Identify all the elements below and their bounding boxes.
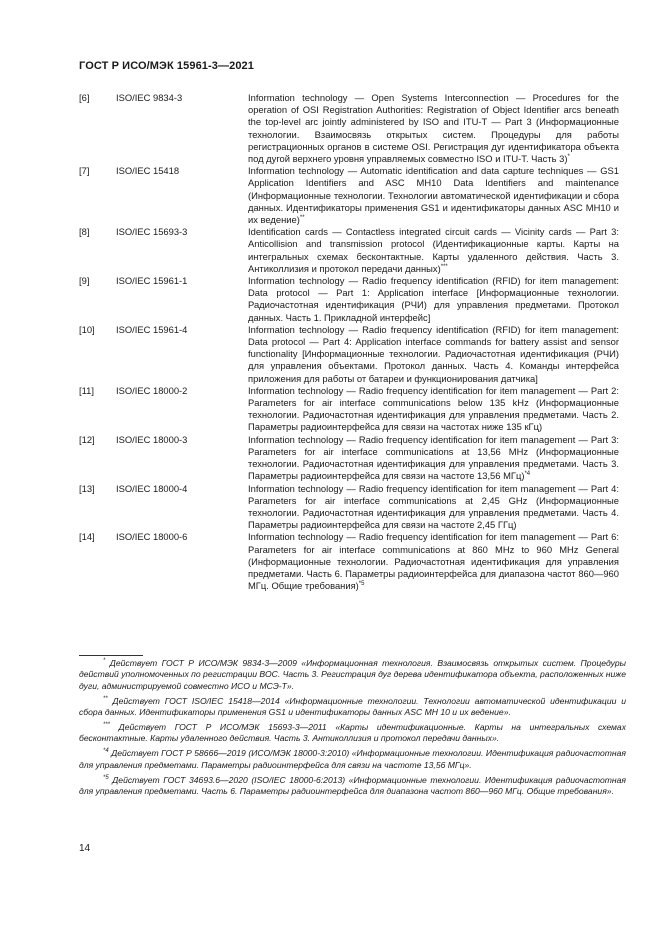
- bibliography-entry: [79, 434, 619, 483]
- entry-standard: ISO/IEC 18000-2: [116, 384, 188, 396]
- entry-number: [9]: [79, 275, 90, 287]
- entry-standard: ISO/IEC 15418: [116, 165, 180, 177]
- footnote-mark: *5: [103, 774, 109, 781]
- entry-number: [10]: [79, 323, 95, 335]
- footnote-separator: [79, 655, 143, 656]
- entry-title: [248, 275, 619, 324]
- entry-text: Information technology — Open Systems Interconnection — Procedures for the operation of OSI Registration Authorities: Registration of Object Identifier arcs beneath the top-level arc jointly administered by ISO and ITU-T — Part 3 (Информационные технологии. Взаимосвязь открытых систем. Процедуры для работы регистрационных органов в системе OSI. Регистрация дуг идентификатора объекта под дугой верхнего уровня управляемых совместно ISO и ITU-T. Часть 3): [248, 92, 619, 165]
- bibliography-entry: [79, 165, 619, 226]
- footnote-ref: ***: [440, 263, 448, 270]
- footnote-text: Действует ГОСТ Р ИСО/МЭК 9834-3—2009 «Информационная технология. Взаимосвязь открытых систем. Процедуры действий уполномоченных по регистрации ВОС. Часть 3. Регистрация дуг дерева идентификатора объекта, расположенных ниже дуги, администрируемой совместно ИСО и МСЭ-Т».: [79, 658, 626, 691]
- entry-title: [248, 92, 619, 165]
- entry-text: Information technology — Radio frequency identification for item management — Part 2: Parameters for air interface communications below 135 kHz (Информационные технологии. Радиочастотная идентификация для управления предметами. Часть 2. Параметры радиоинтерфейса для связи на частотах ниже 135 кГц): [248, 384, 619, 433]
- entry-text: Information technology — Radio frequency identification (RFID) for item management: Data protocol — Part 4: Application interface commands for battery assist and sensor functionality [Информационные технологии. Радиочастотная идентификация (РЧИ) для управления объектами. Протокол данных. Часть 4. Команды интерфейса приложения для работы от батареи и функционирования датчика]: [248, 323, 619, 384]
- entry-number: [7]: [79, 165, 90, 177]
- bibliography-entry: [79, 531, 619, 592]
- entry-number: [14]: [79, 531, 95, 543]
- entry-number: [8]: [79, 226, 90, 238]
- footnote-text: Действует ГОСТ ISO/IEC 15418—2014 «Информационные технологии. Технологии автоматической идентификации и сбора данных. Идентификаторы применения GS1 и идентификаторы данных ASC MH 10 и их ведение».: [79, 695, 626, 718]
- footnote: [79, 722, 626, 745]
- entry-text: Information technology — Radio frequency identification for item management — Part 6: Parameters for air interface communications at 860 MHz to 960 MHz General (Информационные технологии. Радиочастотная идентификация для управления предметами. Часть 6. Параметры радиоинтерфейса для диапазона частот 860—960 МГц. Общие требования): [248, 531, 619, 592]
- entry-standard: ISO/IEC 15961-1: [116, 275, 188, 287]
- entry-number: [11]: [79, 384, 94, 396]
- entry-text: Identification cards — Contactless integrated circuit cards — Vicinity cards — Part 3: Anticollision and transmission protocol (Идентификационные карты. Карты на интегральных схемах бесконтактные. Карты удаленного действия. Часть 3. Антиколлизия и протокол передачи данных): [248, 226, 619, 274]
- footnote-ref: *: [567, 153, 570, 160]
- entry-standard: ISO/IEC 18000-6: [116, 531, 188, 543]
- entry-title: [248, 385, 619, 434]
- footnotes-section: [79, 658, 626, 801]
- entry-text: Information technology — Automatic identification and data capture techniques — GS1 Application Identifiers and ASC MH10 Data Identifiers and maintenance (Информационные технологии. Технологии автоматической идентификации и сбора данных. Идентификаторы применения GS1 и идентификаторы данных ASC MH10 и их ведение): [248, 165, 619, 226]
- footnote-mark: *: [103, 658, 106, 665]
- entry-text: Information technology — Radio frequency identification for item management — Part 4: Parameters for air interface communications at 2,45 GHz (Информационные технологии. Радиочастотная идентификация для управления предметами. Часть 4. Параметры радиоинтерфейса для связи на частоте 2,45 ГГц): [248, 482, 619, 531]
- footnote-ref: *5: [358, 581, 365, 587]
- footnote: [79, 696, 626, 719]
- entry-title: [248, 324, 619, 385]
- document-header: ГОСТ Р ИСО/МЭК 15961-3—2021: [79, 60, 254, 72]
- bibliography-list: [79, 92, 619, 592]
- entry-standard: ISO/IEC 18000-4: [116, 482, 188, 494]
- entry-title: [248, 483, 619, 532]
- bibliography-entry: [79, 483, 619, 532]
- page-number: 14: [79, 843, 91, 854]
- entry-number: [13]: [79, 482, 95, 494]
- footnote-ref: **: [299, 214, 305, 221]
- entry-title: [248, 226, 619, 275]
- entry-text: Information technology — Radio frequency identification for item management — Part 3: Parameters for air interface communications at 13,56 MHz (Информационные технологии. Радиочастотная идентификация для управления предметами. Часть 3. Параметры радиоинтерфейса для связи на частоте 13,56 МГц): [248, 433, 619, 482]
- entry-title: [248, 531, 619, 592]
- footnote-text: Действует ГОСТ 34693.6—2020 (ISO/IEC 18000-6:2013) «Информационные технологии. Идентификация радиочастотная для управления предметами. Часть 6. Параметры радиоинтерфейса для диапазона частот 860—960 МГц. Общие требования».: [79, 774, 626, 797]
- footnote-ref: *4: [524, 471, 531, 478]
- footnote-mark: *4: [103, 748, 109, 755]
- entry-standard: ISO/IEC 9834-3: [116, 92, 183, 103]
- footnote: [79, 658, 626, 692]
- footnote-mark: **: [103, 695, 108, 702]
- entry-number: [6]: [79, 92, 90, 103]
- entry-text: Information technology — Radio frequency identification (RFID) for item management: Data protocol — Part 1: Application interface [Информационные технологии. Радиочастотная идентификация (РЧИ) для управления предметами. Протокол данных. Часть 1. Прикладной интерфейс]: [248, 275, 619, 323]
- bibliography-entry: [79, 324, 619, 385]
- bibliography-entry: [79, 92, 619, 165]
- bibliography-entry: [79, 275, 619, 324]
- footnote-text: Действует ГОСТ Р ИСО/МЭК 15693-3—2011 «Карты идентификационные. Карты на интегральных схемах бесконтактные. Карты удаленного действия. Часть 3. Антиколлизия и протокол передачи данных».: [79, 722, 626, 744]
- entry-number: [12]: [79, 433, 95, 445]
- bibliography-entry: [79, 226, 619, 275]
- footnote-mark: ***: [103, 722, 111, 729]
- footnote-text: Действует ГОСТ Р 58666—2019 (ИСО/МЭК 18000-3:2010) «Информационные технологии. Идентификация радиочастотная для управления предметами. Параметры радиоинтерфейса для связи на частоте 13,56 МГц».: [79, 748, 626, 770]
- entry-title: [248, 434, 619, 483]
- entry-standard: ISO/IEC 15961-4: [116, 323, 188, 335]
- footnote: [79, 775, 626, 798]
- entry-standard: ISO/IEC 18000-3: [116, 433, 188, 445]
- entry-title: [248, 165, 619, 226]
- entry-standard: ISO/IEC 15693-3: [116, 226, 188, 238]
- bibliography-entry: [79, 385, 619, 434]
- footnote: [79, 748, 626, 771]
